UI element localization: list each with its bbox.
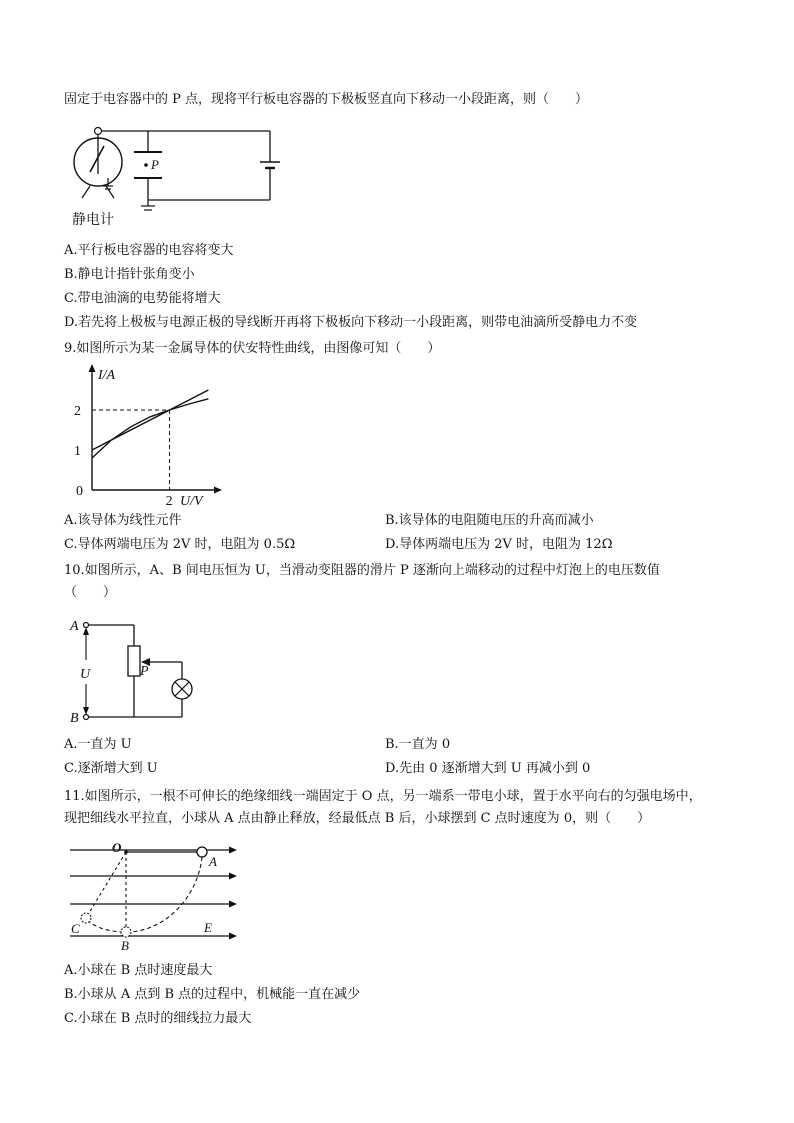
- terminal-b-label: B: [70, 711, 79, 726]
- q11-option-a: A.小球在 B 点时速度最大: [64, 963, 213, 978]
- terminal-a: [84, 623, 89, 628]
- series-1-line: [92, 399, 208, 458]
- q8-option-b: B.静电计指针张角变小: [64, 267, 195, 282]
- y-axis-arrow: [89, 364, 96, 372]
- x-axis-label: U/V: [180, 494, 203, 508]
- label-o: O: [112, 840, 122, 855]
- x-tick-label-2: 2: [165, 494, 173, 508]
- label-e: E: [204, 920, 212, 935]
- q8-option-a: A.平行板电容器的电容将变大: [64, 243, 234, 258]
- q10-stem-line2: （ ）: [64, 585, 117, 600]
- q9-option-b: B.该导体的电阻随电压的升高而减小: [385, 513, 594, 528]
- q9-option-c: C.导体两端电压为 2V 时，电阻为 0.5Ω: [64, 537, 296, 552]
- q9-iv-chart: [70, 362, 230, 508]
- voltage-u-label: U: [80, 667, 91, 682]
- label-c: C: [71, 921, 80, 936]
- electrometer-needle: [90, 146, 104, 172]
- q8-option-d: D.若先将上极板与电源正极的导线断开再将下极板向下移动一小段距离，则带电油滴所受静电力不变: [64, 315, 638, 330]
- origin-tick-label: 0: [76, 484, 83, 499]
- q11-pendulum-figure: [66, 838, 242, 952]
- y-tick-label-1: 1: [74, 444, 81, 459]
- q10-option-d: D.先由 0 逐渐增大到 U 再减小到 0: [385, 761, 591, 776]
- q11-option-c: C.小球在 B 点时的细线拉力最大: [64, 1011, 252, 1026]
- electrometer-terminal: [95, 128, 102, 135]
- label-a: A: [209, 854, 217, 869]
- x-axis-arrow: [214, 487, 222, 494]
- q11-option-b: B.小球从 A 点到 B 点的过程中，机械能一直在减少: [64, 987, 361, 1002]
- slider-p-label: P: [140, 664, 149, 679]
- q10-circuit-figure: [64, 612, 204, 730]
- ball-c: [81, 913, 91, 923]
- q8-option-c: C.带电油滴的电势能将增大: [64, 291, 221, 306]
- terminal-a-label: A: [70, 619, 79, 634]
- point-p-label: P: [151, 157, 159, 172]
- q8-stem: 固定于电容器中的 P 点，现将平行板电容器的下极板竖直向下移动一小段距离，则（ ）: [64, 92, 589, 107]
- series-2-line: [92, 390, 208, 450]
- y-tick-label-2: 2: [74, 404, 81, 419]
- q10-option-a: A.一直为 U: [64, 737, 132, 752]
- string-to-c: [86, 852, 126, 918]
- swing-path: [86, 857, 202, 932]
- rheostat: [128, 646, 140, 676]
- point-p-dot: [144, 163, 148, 167]
- q10-option-b: B.一直为 0: [385, 737, 451, 752]
- q9-option-d: D.导体两端电压为 2V 时，电阻为 12Ω: [385, 537, 613, 552]
- label-b: B: [121, 938, 129, 952]
- terminal-b: [84, 715, 89, 720]
- electrometer-label: 静电计: [72, 213, 114, 228]
- q10-option-c: C.逐渐增大到 U: [64, 761, 158, 776]
- y-axis-label: I/A: [98, 368, 116, 383]
- q11-stem-line1: 11.如图所示，一根不可伸长的绝缘细线一端固定于 O 点，另一端系一带电小球，置于水平向右的匀强电场中，: [64, 789, 702, 804]
- ball-b: [121, 927, 131, 937]
- q11-stem-line2: 现把细线水平拉直，小球从 A 点由静止释放，经最低点 B 后，小球摆到 C 点时速度为 0，则（ ）: [64, 811, 651, 826]
- q9-option-a: A.该导体为线性元件: [64, 513, 182, 528]
- q10-stem-line1: 10.如图所示，A、B 间电压恒为 U，当滑动变阻器的滑片 P 逐渐向上端移动的过程中灯泡上的电压数值: [64, 563, 660, 578]
- q9-stem: 9.如图所示为某一金属导体的伏安特性曲线，由图像可知（ ）: [64, 341, 441, 356]
- ball-a: [197, 847, 207, 857]
- q8-circuit-figure: [60, 122, 280, 232]
